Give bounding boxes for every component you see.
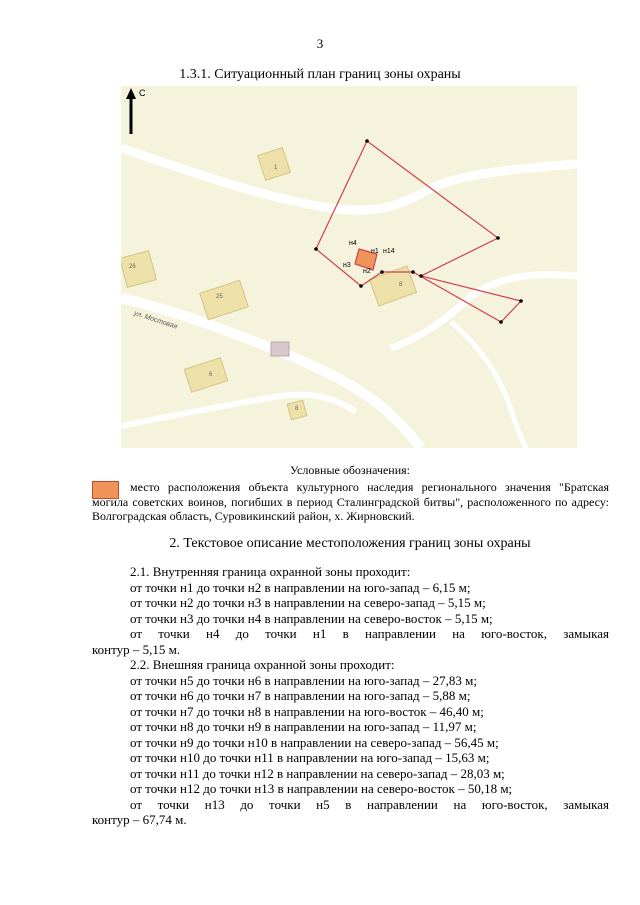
building-number: 8 bbox=[399, 282, 403, 288]
boundary-description bbox=[92, 564, 609, 828]
page-number: 3 bbox=[316, 36, 324, 51]
outer-line: от точки н8 до точки н9 в направлении на юго-запад – 11,97 м; bbox=[130, 719, 477, 734]
outer-heading: 2.2. Внешняя граница охранной зоны проходит: bbox=[130, 657, 395, 672]
point-label-n4: н4 bbox=[349, 240, 357, 247]
building-number: 1 bbox=[274, 165, 278, 171]
building-number: 8 bbox=[295, 406, 299, 412]
inner-line: от точки н4 до точки н1 в направлении на юго-восток, замыкая bbox=[130, 626, 609, 641]
point-label-n14: н14 bbox=[383, 248, 395, 255]
outer-line: от точки н13 до точки н5 в направлении на юго-восток, замыкая bbox=[130, 796, 609, 812]
building-7 bbox=[271, 342, 289, 356]
building-2 bbox=[121, 251, 156, 288]
inner-line-continued: контур – 5,15 м. bbox=[92, 641, 181, 657]
outer-line: от точки н10 до точки н11 в направлении на юго-запад – 15,63 м; bbox=[130, 750, 490, 765]
situation-map bbox=[121, 86, 577, 448]
building-5 bbox=[184, 358, 228, 393]
outer-line-continued: контур – 67,74 м. bbox=[92, 812, 187, 827]
inner-line: от точки н1 до точки н2 в направлении на юго-запад – 6,15 м; bbox=[130, 579, 471, 595]
legend-description: место расположения объекта культурного наследия регионального значения "Братская могила советских воинов, погибших в период Сталинградской битвы", расположенного по адресу: Волгоградская область, Суровикинский район, х. Жирновский. bbox=[92, 480, 609, 523]
point-label-n1: н1 bbox=[371, 248, 379, 255]
outer-protection-boundary bbox=[316, 141, 521, 322]
point-label-n3: н3 bbox=[343, 262, 351, 269]
outer-line: от точки н11 до точки н12 в направлении на северо-запад – 28,03 м; bbox=[130, 765, 505, 781]
point-label-n2: н2 bbox=[363, 268, 371, 275]
section-title: 2. Текстовое описание местоположения границ зоны охраны bbox=[169, 536, 531, 551]
inner-line: от точки н2 до точки н3 в направлении на северо-запад – 5,15 м; bbox=[130, 595, 486, 610]
street-label: ул. Мостовая bbox=[132, 310, 179, 331]
legend-title: Условные обозначения: bbox=[289, 463, 411, 477]
road-right bbox=[391, 275, 577, 348]
building-number: 6 bbox=[209, 372, 213, 378]
road-east bbox=[451, 322, 526, 448]
building-number: 25 bbox=[216, 294, 223, 300]
boundary-vertices bbox=[314, 139, 523, 324]
inner-heading: 2.1. Внутренняя граница охранной зоны проходит: bbox=[130, 564, 411, 579]
inner-line: от точки н3 до точки н4 в направлении на северо-восток – 5,15 м; bbox=[130, 610, 493, 626]
plan-title: 1.3.1. Ситуационный план границ зоны охраны bbox=[179, 67, 461, 82]
building-number: 26 bbox=[129, 264, 136, 270]
road-lower bbox=[121, 395, 356, 426]
building-3 bbox=[200, 280, 249, 320]
north-label: С bbox=[139, 88, 146, 98]
outer-line: от точки н6 до точки н7 в направлении на юго-запад – 5,88 м; bbox=[130, 688, 471, 703]
outer-line: от точки н9 до точки н10 в направлении на северо-запад – 56,45 м; bbox=[130, 734, 499, 750]
outer-line: от точки н5 до точки н6 в направлении на юго-запад – 27,83 м; bbox=[130, 672, 477, 688]
outer-line: от точки н7 до точки н8 в направлении на юго-восток – 46,40 м; bbox=[130, 703, 484, 719]
building-1 bbox=[258, 148, 291, 181]
north-arrow-icon bbox=[126, 88, 136, 134]
outer-line: от точки н12 до точки н13 в направлении на северо-восток – 50,18 м; bbox=[130, 781, 513, 796]
